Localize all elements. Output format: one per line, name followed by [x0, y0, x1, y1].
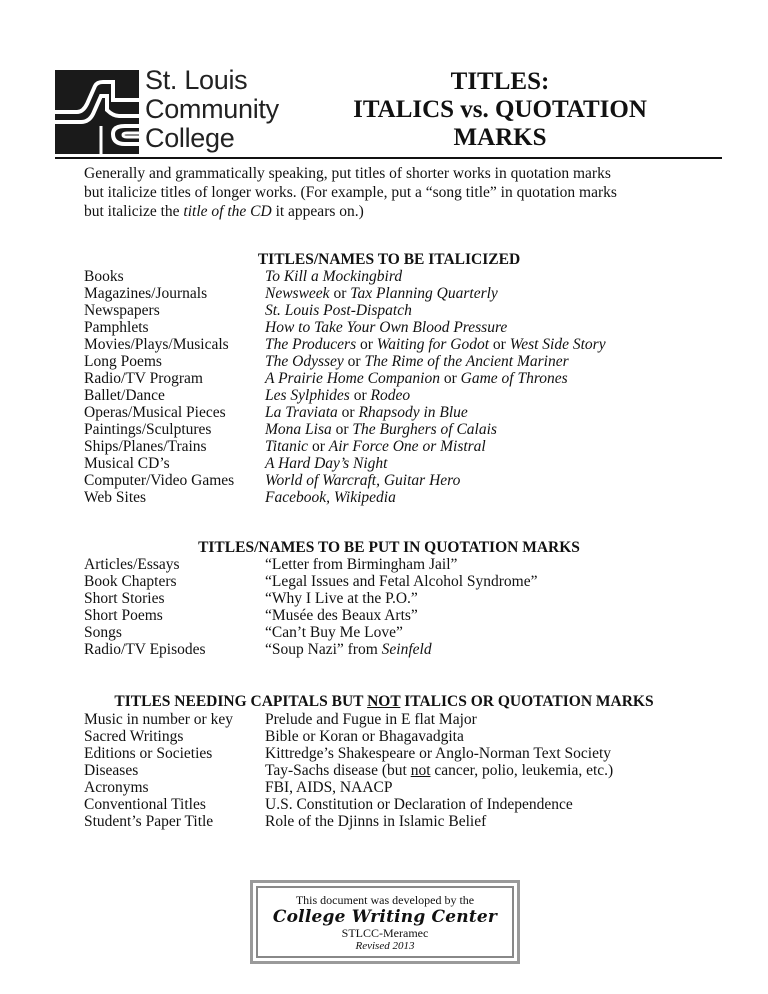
example-title — [265, 421, 497, 438]
category-label: Magazines/Journals — [84, 285, 208, 302]
example-fragment: Seinfeld — [381, 641, 432, 658]
category-label: Movies/Plays/Musicals — [84, 336, 229, 353]
example-title — [265, 590, 418, 607]
example-fragment: or — [337, 404, 359, 421]
intro-text: but italicize the — [84, 203, 184, 220]
example-title — [265, 302, 412, 319]
intro-italic-example: title of the CD — [183, 203, 272, 220]
heading-underlined: NOT — [367, 693, 401, 710]
example-fragment: Kittredge’s Shakespeare or Anglo-Norman Text Society — [265, 745, 612, 762]
example-fragment: Bible or Koran or Bhagavadgita — [265, 728, 464, 745]
college-logo — [55, 65, 305, 156]
example-fragment: Waiting for Godot — [376, 336, 490, 353]
example-fragment: Rhapsody in Blue — [358, 404, 468, 421]
logo-wordmark — [145, 66, 279, 153]
category-label: Books — [84, 268, 124, 285]
example-fragment: Facebook, Wikipedia — [265, 489, 396, 506]
category-label: Musical CD’s — [84, 455, 170, 472]
example-fragment: The Burghers of Calais — [352, 421, 497, 438]
category-label: Ballet/Dance — [84, 387, 165, 404]
title-line: TITLES: — [450, 68, 550, 95]
example-fragment: West Side Story — [509, 336, 606, 353]
example-fragment: Tay-Sachs disease (but — [265, 762, 411, 779]
category-label: Student’s Paper Title — [84, 813, 214, 830]
example-fragment: Game of Thrones — [460, 370, 568, 387]
category-label: Articles/Essays — [84, 556, 180, 573]
category-label: Ships/Planes/Trains — [84, 438, 207, 455]
category-label: Acronyms — [84, 779, 149, 796]
quoted-heading: TITLES/NAMES TO BE PUT IN QUOTATION MARKS — [198, 539, 580, 556]
example-title — [265, 796, 573, 813]
example-title — [265, 472, 460, 489]
example-fragment: “Legal Issues and Fetal Alcohol Syndrome” — [265, 573, 538, 590]
example-title — [265, 438, 486, 455]
example-fragment: Prelude and Fugue in E flat Major — [265, 711, 477, 728]
example-title — [265, 319, 507, 336]
example-title — [265, 813, 486, 830]
example-fragment: or — [356, 336, 377, 353]
category-label: Computer/Video Games — [84, 472, 235, 489]
italicized-heading: TITLES/NAMES TO BE ITALICIZED — [257, 251, 521, 268]
category-label: Short Stories — [84, 590, 165, 607]
example-title — [265, 624, 403, 641]
example-title — [265, 573, 537, 590]
footer-line: This document was developed by the — [295, 893, 475, 907]
example-title — [265, 728, 464, 745]
capitals-heading — [84, 693, 684, 711]
example-fragment: To Kill a Mockingbird — [265, 268, 403, 285]
example-fragment: The Producers — [265, 336, 357, 353]
category-label: Paintings/Sculptures — [84, 421, 212, 438]
footer-credit-box — [250, 880, 520, 964]
category-label: Songs — [84, 624, 122, 641]
example-fragment: The Odyssey — [265, 353, 344, 370]
example-fragment: or — [308, 438, 329, 455]
example-title — [265, 455, 387, 472]
example-fragment: or — [349, 387, 371, 404]
example-title — [265, 336, 606, 353]
title-line: ITALICS vs. QUOTATION — [353, 96, 647, 123]
example-fragment: Titanic — [265, 438, 309, 455]
example-fragment: La Traviata — [265, 404, 338, 421]
example-title — [265, 353, 569, 370]
category-label: Radio/TV Episodes — [84, 641, 206, 658]
example-title — [265, 779, 392, 796]
example-fragment: Newsweek — [265, 285, 330, 302]
intro-line: but italicize titles of longer works. (For example, put a “song title” in quotation marks — [84, 184, 617, 201]
example-fragment: Rodeo — [370, 387, 411, 404]
category-label: Music in number or key — [84, 711, 233, 728]
example-fragment: cancer, polio, leukemia, etc.) — [430, 762, 614, 779]
example-fragment: or — [439, 370, 461, 387]
logo-line: Community — [145, 94, 279, 124]
header-divider — [55, 157, 722, 159]
example-fragment: “Musée des Beaux Arts” — [265, 607, 418, 624]
example-fragment: or — [489, 336, 510, 353]
footer-center-name: College Writing Center — [272, 907, 498, 927]
example-fragment: “Soup Nazi” from — [265, 641, 382, 658]
footer-line: STLCC-Meramec — [341, 926, 429, 940]
logo-line: College — [145, 123, 235, 153]
intro-text: it appears on.) — [271, 203, 364, 220]
example-fragment: Role of the Djinns in Islamic Belief — [265, 813, 487, 830]
category-label: Sacred Writings — [84, 728, 184, 745]
category-label: Long Poems — [84, 353, 162, 370]
intro-line — [84, 202, 694, 221]
example-fragment: or — [329, 285, 351, 302]
category-label: Newspapers — [84, 302, 160, 319]
logo-mark-icon — [55, 70, 139, 154]
example-title — [265, 404, 468, 421]
category-label: Conventional Titles — [84, 796, 206, 813]
category-label: Pamphlets — [84, 319, 149, 336]
example-title — [265, 556, 457, 573]
category-label: Book Chapters — [84, 573, 177, 590]
example-fragment: “Can’t Buy Me Love” — [265, 624, 403, 641]
example-fragment: How to Take Your Own Blood Pressure — [265, 319, 508, 336]
example-fragment: FBI, AIDS, NAACP — [265, 779, 393, 796]
example-fragment: St. Louis Post-Dispatch — [265, 302, 412, 319]
example-fragment: The Rime of the Ancient Mariner — [364, 353, 569, 370]
example-title — [265, 370, 568, 387]
heading-text: TITLES NEEDING CAPITALS BUT — [114, 693, 368, 710]
example-title — [265, 641, 432, 658]
example-fragment: Mona Lisa — [265, 421, 332, 438]
category-label: Editions or Societies — [84, 745, 213, 762]
example-title — [265, 607, 418, 624]
category-label: Operas/Musical Pieces — [84, 404, 226, 421]
footer-revised: Revised 2013 — [355, 940, 415, 952]
example-title — [265, 268, 402, 285]
category-label: Diseases — [84, 762, 139, 779]
example-fragment: World of Warcraft, Guitar Hero — [265, 472, 461, 489]
category-label: Radio/TV Program — [84, 370, 203, 387]
example-title — [265, 762, 613, 779]
category-label: Web Sites — [84, 489, 147, 506]
example-fragment: or — [331, 421, 353, 438]
example-fragment: “Letter from Birmingham Jail” — [265, 556, 458, 573]
intro-line: Generally and grammatically speaking, put titles of shorter works in quotation marks — [84, 165, 611, 182]
footer-inner — [256, 886, 514, 958]
example-fragment: U.S. Constitution or Declaration of Independence — [265, 796, 573, 813]
example-fragment: “Why I Live at the P.O.” — [265, 590, 418, 607]
example-title — [265, 711, 477, 728]
example-fragment: A Hard Day’s Night — [265, 455, 388, 472]
example-fragment: not — [410, 762, 431, 779]
example-title — [265, 745, 611, 762]
example-fragment: Tax Planning Quarterly — [350, 285, 498, 302]
intro-paragraph — [84, 164, 694, 221]
page-title — [340, 68, 660, 152]
logo-line: St. Louis — [145, 65, 248, 95]
example-fragment: or — [343, 353, 365, 370]
example-title — [265, 285, 498, 302]
example-fragment: Les Sylphides — [265, 387, 350, 404]
category-label: Short Poems — [84, 607, 163, 624]
example-title — [265, 387, 410, 404]
example-fragment: A Prairie Home Companion — [265, 370, 440, 387]
title-line: MARKS — [453, 124, 547, 151]
example-fragment: Air Force One or Mistral — [328, 438, 486, 455]
example-title — [265, 489, 396, 506]
heading-text: ITALICS OR QUOTATION MARKS — [400, 693, 654, 710]
